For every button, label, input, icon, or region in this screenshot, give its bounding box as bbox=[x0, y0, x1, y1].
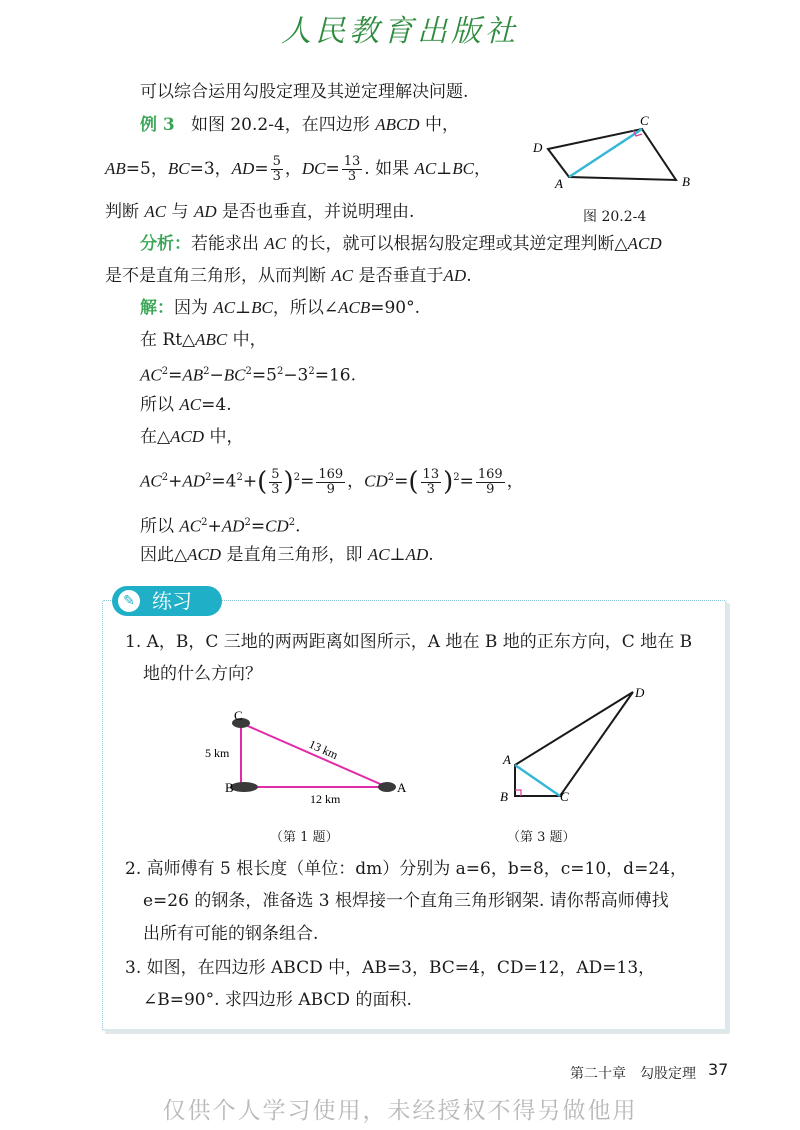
q3-line-2: ∠B=90°. 求四边形 ABCD 的面积. bbox=[143, 990, 412, 1010]
fig3-label-c: C bbox=[560, 789, 569, 804]
example-line-3: 判断 AC 与 AD 是否也垂直，并说明理由. bbox=[105, 202, 415, 222]
watermark: 仅供个人学习使用，未经授权不得另做他用 bbox=[162, 1098, 638, 1124]
fig1-label-b: B bbox=[225, 780, 234, 795]
fig1-side-ca: 13 km bbox=[306, 736, 341, 763]
quadrilateral-abcd bbox=[548, 129, 676, 180]
figure-question-1 bbox=[200, 705, 420, 815]
publisher-logo: 人民教育出版社 bbox=[281, 14, 519, 49]
q1-line-1: 1. A，B，C 三地的两两距离如图所示，A 地在 B 地的正东方向，C 地在 B bbox=[125, 632, 693, 652]
point-b-blob bbox=[230, 782, 258, 792]
example-label: 例 3 bbox=[140, 115, 175, 135]
analysis-line-2: 是不是直角三角形，从而判断 AC 是否垂直于AD. bbox=[105, 266, 472, 286]
fig3-label-b: B bbox=[500, 789, 508, 804]
pencil-icon: ✎ bbox=[118, 590, 140, 612]
practice-title: 练习 bbox=[152, 589, 192, 613]
fig1-label-c: C bbox=[234, 708, 243, 723]
fig-label-d: D bbox=[533, 140, 543, 155]
q2-line-1: 2. 高师傅有 5 根长度（单位：dm）分别为 a=6，b=8，c=10，d=24， bbox=[125, 859, 687, 879]
solution-line-2: 在 Rt△ABC 中， bbox=[140, 330, 267, 350]
figure-question-3 bbox=[495, 684, 655, 809]
solution-line-3: $AC^2=AB^2-BC^2=5^2-3^2=16$. bbox=[140, 365, 357, 386]
q3-line-1: 3. 如图，在四边形 ABCD 中，AB=3，BC=4，CD=12，AD=13， bbox=[125, 958, 656, 978]
fig3-label-d: D bbox=[635, 685, 645, 700]
solution-line-8: 因此△ACD 是直角三角形，即 AC⊥AD. bbox=[140, 545, 434, 565]
quadrilateral-abcd-q3 bbox=[515, 692, 633, 796]
point-a-blob bbox=[378, 782, 396, 792]
fig1-side-ba: 12 km bbox=[310, 792, 341, 806]
fig1-side-cb: 5 km bbox=[205, 746, 230, 760]
q1-line-2: 地的什么方向？ bbox=[143, 664, 262, 684]
fig-label-c: C bbox=[640, 113, 649, 128]
q2-line-2: e=26 的钢条，准备选 3 根焊接一个直角三角形钢架. 请你帮高师傅找 bbox=[143, 891, 669, 911]
solution-line-6: $AC^2+AD^2=4^2+$( $\frac{5}{3}$ )$^2$= $\frac{169}{9}$ ，$CD^2=$( $\frac{13}{3}$ )$^2$= $\frac{169}{9}$ ， bbox=[140, 466, 524, 498]
q2-line-3: 出所有可能的钢条组合. bbox=[143, 924, 319, 944]
figure-20-2-4 bbox=[525, 110, 710, 195]
example-line-1: 例 3 如图 20.2-4，在四边形 ABCD 中， bbox=[140, 115, 459, 135]
solution-line-7: 所以 $AC^2+AD^2=CD^2$. bbox=[140, 516, 301, 537]
fig1-caption: （第 1 题） bbox=[270, 830, 339, 845]
figure-caption: 图 20.2-4 bbox=[583, 209, 647, 225]
analysis-line-1: 分析：若能求出 AC 的长，就可以根据勾股定理或其逆定理判断△ACD bbox=[140, 234, 662, 254]
fig-label-a: A bbox=[555, 176, 563, 191]
solution-line-1: 解：因为 AC⊥BC，所以∠ACB=90°. bbox=[140, 298, 421, 318]
chapter-title: 第二十章 勾股定理 bbox=[570, 1066, 696, 1082]
triangle-abc-km bbox=[241, 723, 387, 787]
intro-line: 可以综合运用勾股定理及其逆定理解决问题. bbox=[140, 82, 469, 102]
solution-label: 解： bbox=[140, 298, 174, 318]
fig1-label-a: A bbox=[397, 780, 407, 795]
solution-line-5: 在△ACD 中， bbox=[140, 427, 244, 447]
page-number: 37 bbox=[708, 1060, 729, 1079]
diagonal-ac-q3 bbox=[515, 765, 560, 796]
solution-line-4: 所以 AC=4. bbox=[140, 395, 232, 415]
fig3-label-a: A bbox=[503, 752, 511, 767]
analysis-label: 分析： bbox=[140, 234, 191, 254]
example-line-2: AB=5，BC=3，AD= $\frac{5}{3}$ ，DC= $\frac{13}{3}$ . 如果 AC⊥BC， bbox=[105, 154, 491, 184]
practice-tab bbox=[112, 586, 222, 616]
fig3-caption: （第 3 题） bbox=[507, 830, 576, 845]
fig-label-b: B bbox=[682, 174, 690, 189]
